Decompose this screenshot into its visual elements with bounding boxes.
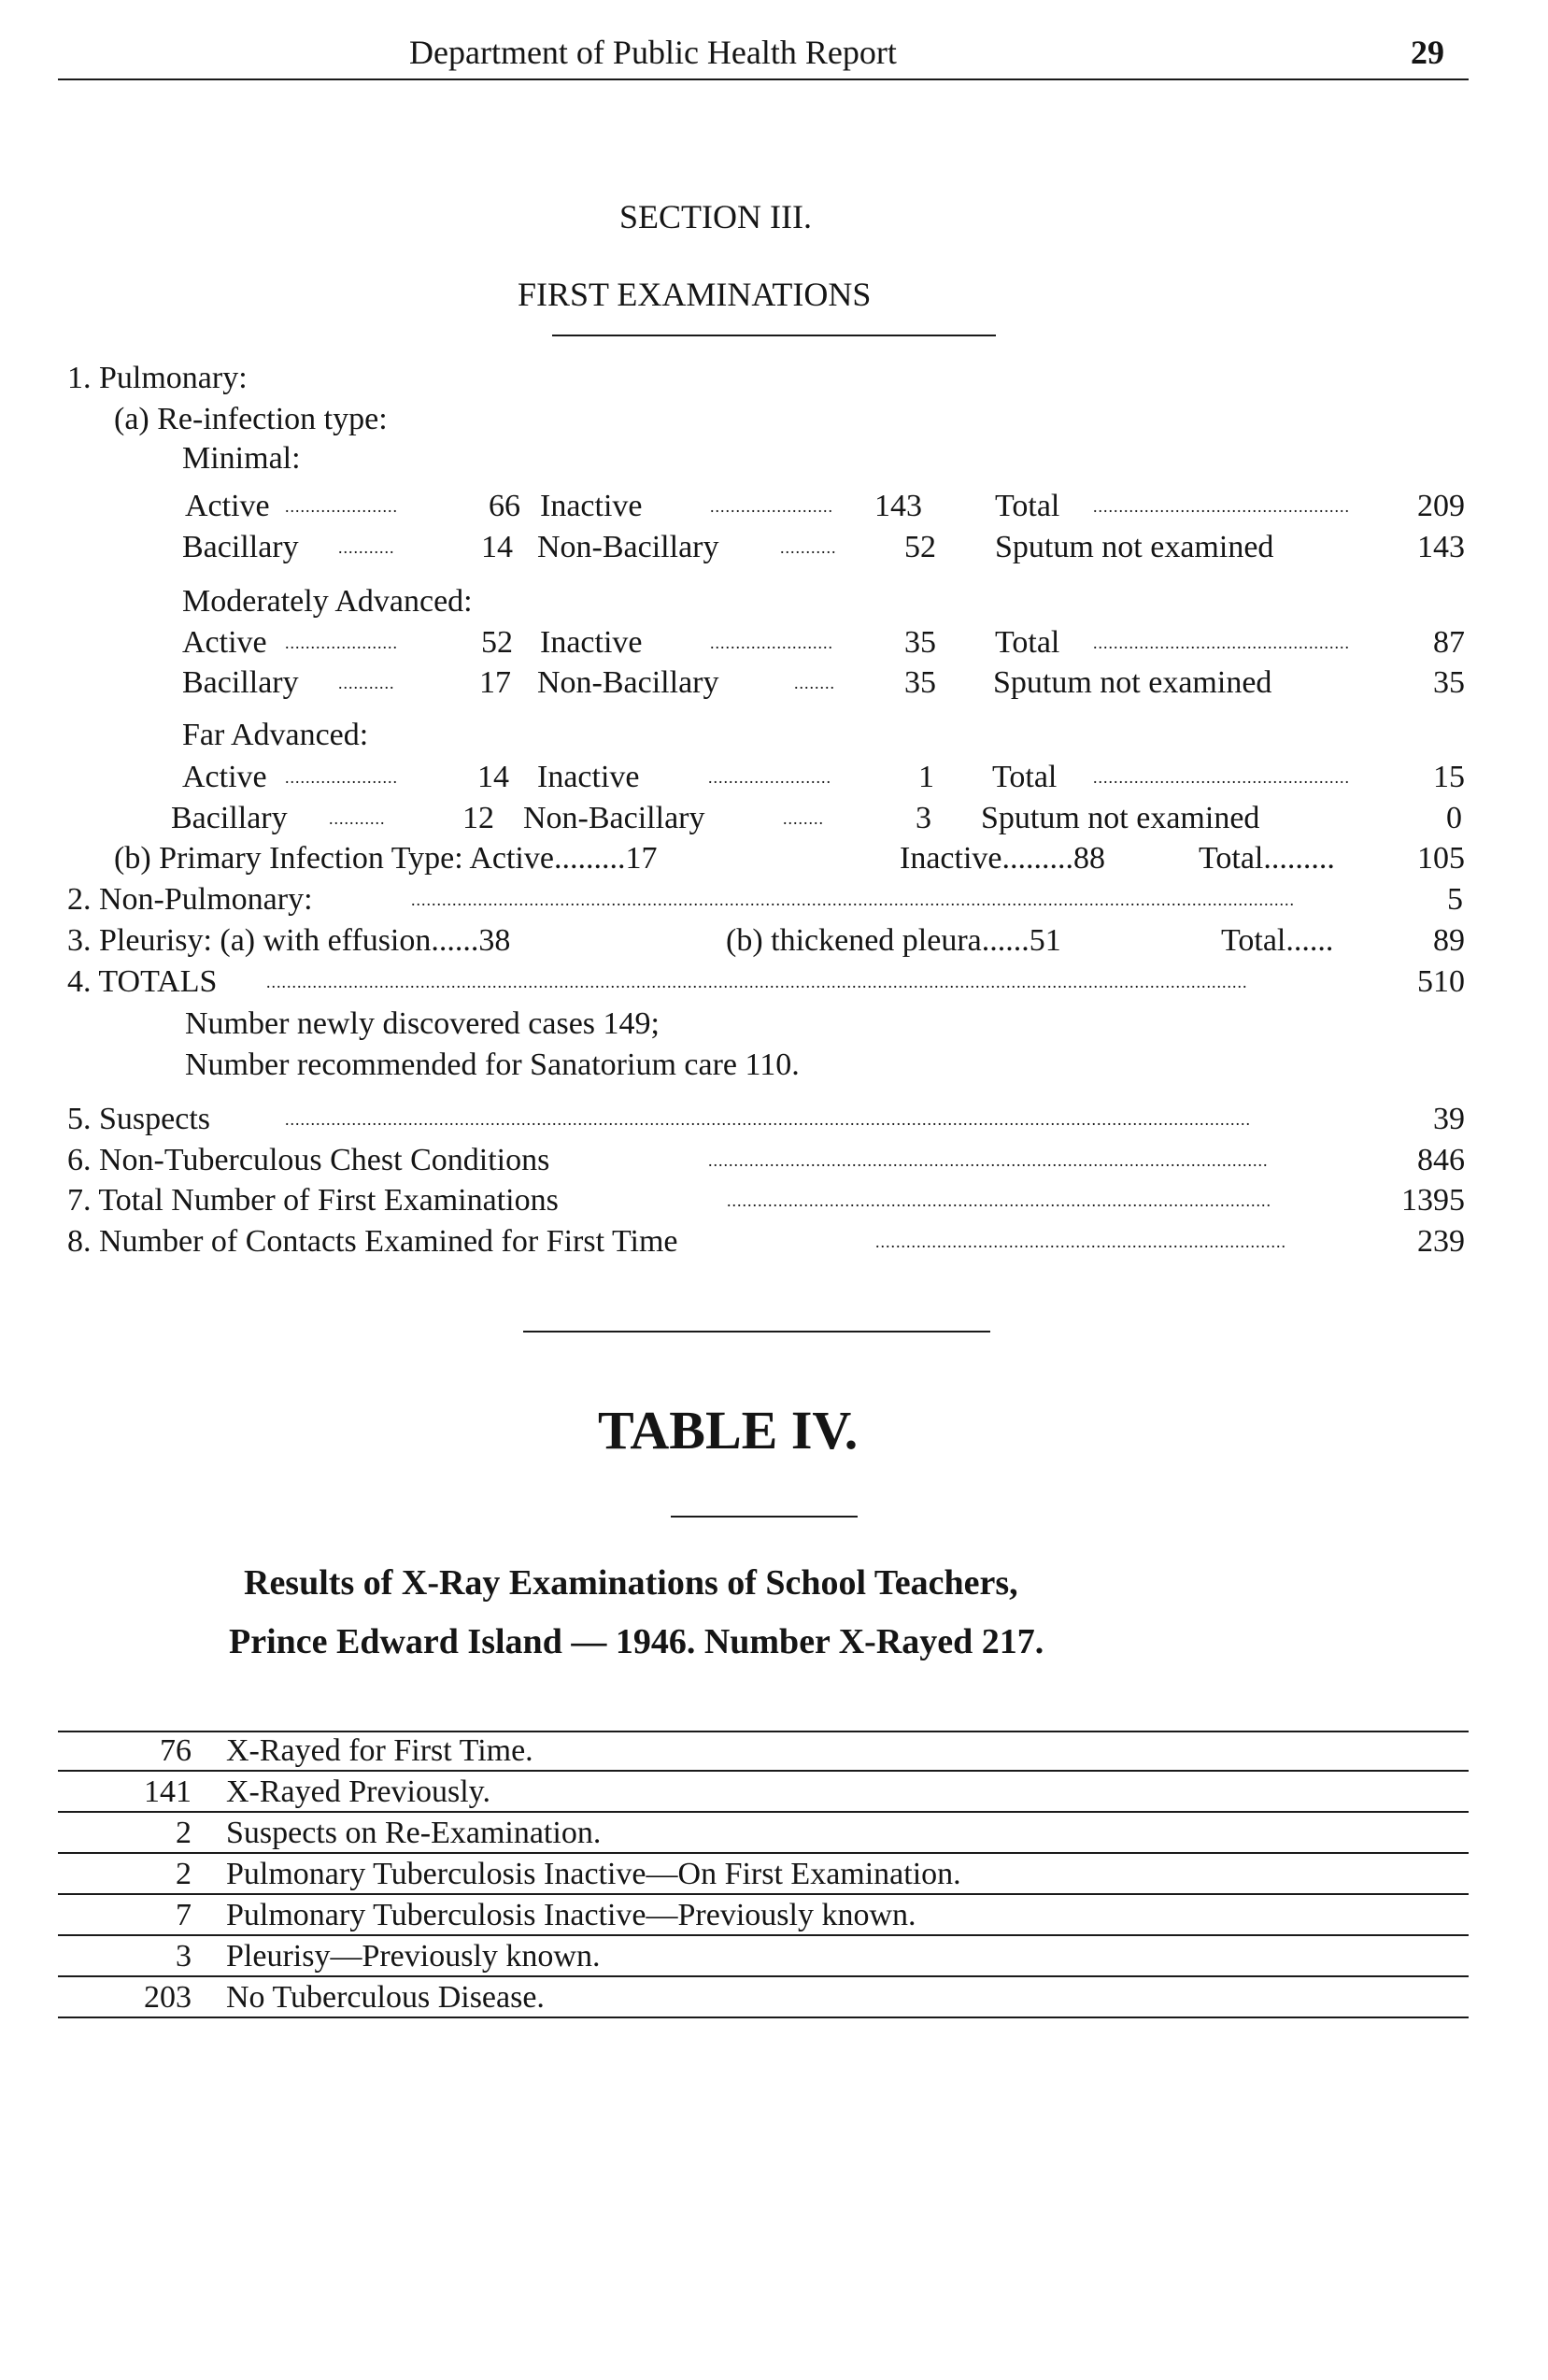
row-count: 3	[176, 1939, 192, 1974]
moderate-bacillary-label: Bacillary	[182, 665, 299, 700]
minimal-bacillary-row	[0, 529, 1548, 566]
minimal-active-row	[0, 488, 1548, 525]
minimal-sputum-label: Sputum not examined	[995, 530, 1274, 564]
minimal-label: Minimal:	[182, 441, 301, 476]
suspects-value: 39	[1433, 1102, 1465, 1136]
moderate-inactive-value: 35	[904, 625, 936, 660]
primary-infection-row	[0, 840, 1548, 877]
total-first-exams-row	[0, 1182, 1548, 1219]
dot-leader: ........	[783, 809, 824, 828]
moderate-inactive-label: Inactive	[540, 625, 643, 660]
non-pulmonary-label: 2. Non-Pulmonary:	[67, 882, 313, 917]
minimal-nonbacillary-value: 52	[904, 530, 936, 564]
contacts-value: 239	[1417, 1224, 1465, 1259]
dot-leader: ..................................................	[1093, 497, 1350, 516]
far-inactive-label: Inactive	[537, 760, 640, 794]
moderate-label: Moderately Advanced:	[182, 584, 473, 619]
moderate-total-value: 87	[1433, 625, 1465, 660]
reinfection-label: (a) Re-infection type:	[114, 402, 388, 436]
table-row	[58, 1938, 1469, 1977]
contacts-row	[0, 1223, 1548, 1261]
dot-leader: ..................................................	[1093, 768, 1350, 787]
dot-leader: .............................................................................................................	[708, 1151, 1269, 1170]
suspects-label: 5. Suspects	[67, 1102, 210, 1136]
dot-leader: ...........	[338, 538, 395, 557]
section-subheading: FIRST EXAMINATIONS	[518, 276, 872, 313]
table-row	[58, 1774, 1469, 1813]
table-row	[58, 1732, 1469, 1772]
table-subtitle-line2: Prince Edward Island — 1946. Number X-Rayed 217.	[229, 1622, 1044, 1661]
table-title: TABLE IV.	[598, 1400, 859, 1461]
table-row	[58, 1979, 1469, 2018]
section-rule	[552, 335, 996, 336]
dot-leader: ......................	[285, 768, 398, 787]
header-rule	[58, 78, 1469, 80]
dot-leader: ............................................................................................................................................................................................	[285, 1110, 1251, 1129]
minimal-inactive-value: 143	[874, 489, 922, 523]
row-text: Pleurisy—Previously known.	[226, 1939, 601, 1974]
primary-total-value: 105	[1417, 841, 1465, 876]
table-row	[58, 1856, 1469, 1895]
dot-leader: ...........	[329, 809, 386, 828]
page-number: 29	[1411, 34, 1444, 71]
total-first-exams-label: 7. Total Number of First Examinations	[67, 1183, 559, 1218]
dot-leader: ................................................................................	[875, 1233, 1286, 1251]
far-active-label: Active	[182, 760, 267, 794]
minimal-active-label: Active	[185, 489, 270, 523]
minimal-sputum-value: 143	[1417, 530, 1465, 564]
table-row	[58, 1897, 1469, 1936]
dot-leader: ...............................................................................................................................................................................................	[266, 973, 1248, 991]
table-row	[58, 1815, 1469, 1854]
dot-leader: ...........	[338, 674, 395, 692]
moderate-active-value: 52	[481, 625, 513, 660]
primary-total-label: Total.........	[1199, 841, 1335, 876]
pleurisy-label: 3. Pleurisy: (a) with effusion......38	[67, 923, 511, 958]
dot-leader: ......................	[285, 497, 398, 516]
totals-value: 510	[1417, 964, 1465, 999]
moderate-sputum-label: Sputum not examined	[993, 665, 1272, 700]
minimal-bacillary-label: Bacillary	[182, 530, 299, 564]
dot-leader: ........................	[710, 497, 833, 516]
dot-leader: ........	[794, 674, 835, 692]
minimal-bacillary-value: 14	[481, 530, 513, 564]
total-first-exams-value: 1395	[1401, 1183, 1465, 1218]
row-text: Pulmonary Tuberculosis Inactive—On First Examination.	[226, 1857, 961, 1891]
far-total-label: Total	[992, 760, 1058, 794]
section-separator	[523, 1331, 990, 1333]
minimal-inactive-label: Inactive	[540, 489, 643, 523]
moderate-bacillary-row	[0, 664, 1548, 702]
far-nonbacillary-value: 3	[916, 801, 931, 835]
minimal-total-value: 209	[1417, 489, 1465, 523]
suspects-row	[0, 1101, 1548, 1138]
minimal-total-label: Total	[995, 489, 1060, 523]
section-heading: SECTION III.	[619, 198, 812, 235]
pleurisy-thickened: (b) thickened pleura......51	[726, 923, 1061, 958]
minimal-nonbacillary-label: Non-Bacillary	[537, 530, 719, 564]
far-sputum-label: Sputum not examined	[981, 801, 1260, 835]
moderate-nonbacillary-label: Non-Bacillary	[537, 665, 719, 700]
far-active-row	[0, 759, 1548, 796]
pulmonary-label: 1. Pulmonary:	[67, 361, 248, 395]
non-tb-chest-value: 846	[1417, 1143, 1465, 1177]
far-label: Far Advanced:	[182, 718, 369, 752]
dot-leader: ............................................................................................................................................................................	[411, 891, 1295, 909]
pleurisy-total-label: Total......	[1221, 923, 1334, 958]
far-sputum-value: 0	[1446, 801, 1462, 835]
primary-infection-label: (b) Primary Infection Type: Active.........17	[114, 841, 658, 876]
row-text: Suspects on Re-Examination.	[226, 1816, 602, 1850]
non-tb-chest-row	[0, 1142, 1548, 1179]
row-count: 2	[176, 1816, 192, 1850]
dot-leader: ...........	[780, 538, 837, 557]
row-count: 2	[176, 1857, 192, 1891]
note-new-cases: Number newly discovered cases 149;	[185, 1006, 660, 1041]
moderate-sputum-value: 35	[1433, 665, 1465, 700]
row-count: 76	[160, 1733, 192, 1768]
far-total-value: 15	[1433, 760, 1465, 794]
dot-leader: ........................	[708, 768, 831, 787]
moderate-total-label: Total	[995, 625, 1060, 660]
row-text: Pulmonary Tuberculosis Inactive—Previously known.	[226, 1898, 916, 1932]
moderate-nonbacillary-value: 35	[904, 665, 936, 700]
dot-leader: ........................	[710, 634, 833, 652]
far-bacillary-row	[0, 800, 1548, 837]
row-text: X-Rayed for First Time.	[226, 1733, 533, 1768]
table-title-rule	[671, 1516, 858, 1518]
dot-leader: ..........................................................................................................	[727, 1191, 1271, 1210]
moderate-active-row	[0, 624, 1548, 662]
row-text: X-Rayed Previously.	[226, 1774, 490, 1809]
row-count: 7	[176, 1898, 192, 1932]
row-text: No Tuberculous Disease.	[226, 1980, 545, 2015]
non-tb-chest-label: 6. Non-Tuberculous Chest Conditions	[67, 1143, 550, 1177]
primary-inactive-label: Inactive.........88	[900, 841, 1105, 876]
row-count: 203	[144, 1980, 192, 2015]
dot-leader: ......................	[285, 634, 398, 652]
far-active-value: 14	[477, 760, 509, 794]
row-count: 141	[144, 1774, 192, 1809]
far-nonbacillary-label: Non-Bacillary	[523, 801, 705, 835]
minimal-active-value: 66	[489, 489, 520, 523]
table-subtitle-line1: Results of X-Ray Examinations of School Teachers,	[244, 1563, 1018, 1603]
far-bacillary-value: 12	[462, 801, 494, 835]
totals-label: 4. TOTALS	[67, 964, 218, 999]
contacts-label: 8. Number of Contacts Examined for First Time	[67, 1224, 678, 1259]
totals-row	[0, 963, 1548, 1001]
non-pulmonary-row	[0, 881, 1548, 919]
non-pulmonary-value: 5	[1447, 882, 1463, 917]
far-inactive-value: 1	[918, 760, 934, 794]
dot-leader: ..................................................	[1093, 634, 1350, 652]
far-bacillary-label: Bacillary	[171, 801, 288, 835]
running-header-title: Department of Public Health Report	[409, 34, 897, 71]
note-sanatorium: Number recommended for Sanatorium care 110.	[185, 1047, 800, 1082]
pleurisy-row	[0, 922, 1548, 960]
pleurisy-total-value: 89	[1433, 923, 1465, 958]
moderate-bacillary-value: 17	[479, 665, 511, 700]
moderate-active-label: Active	[182, 625, 267, 660]
